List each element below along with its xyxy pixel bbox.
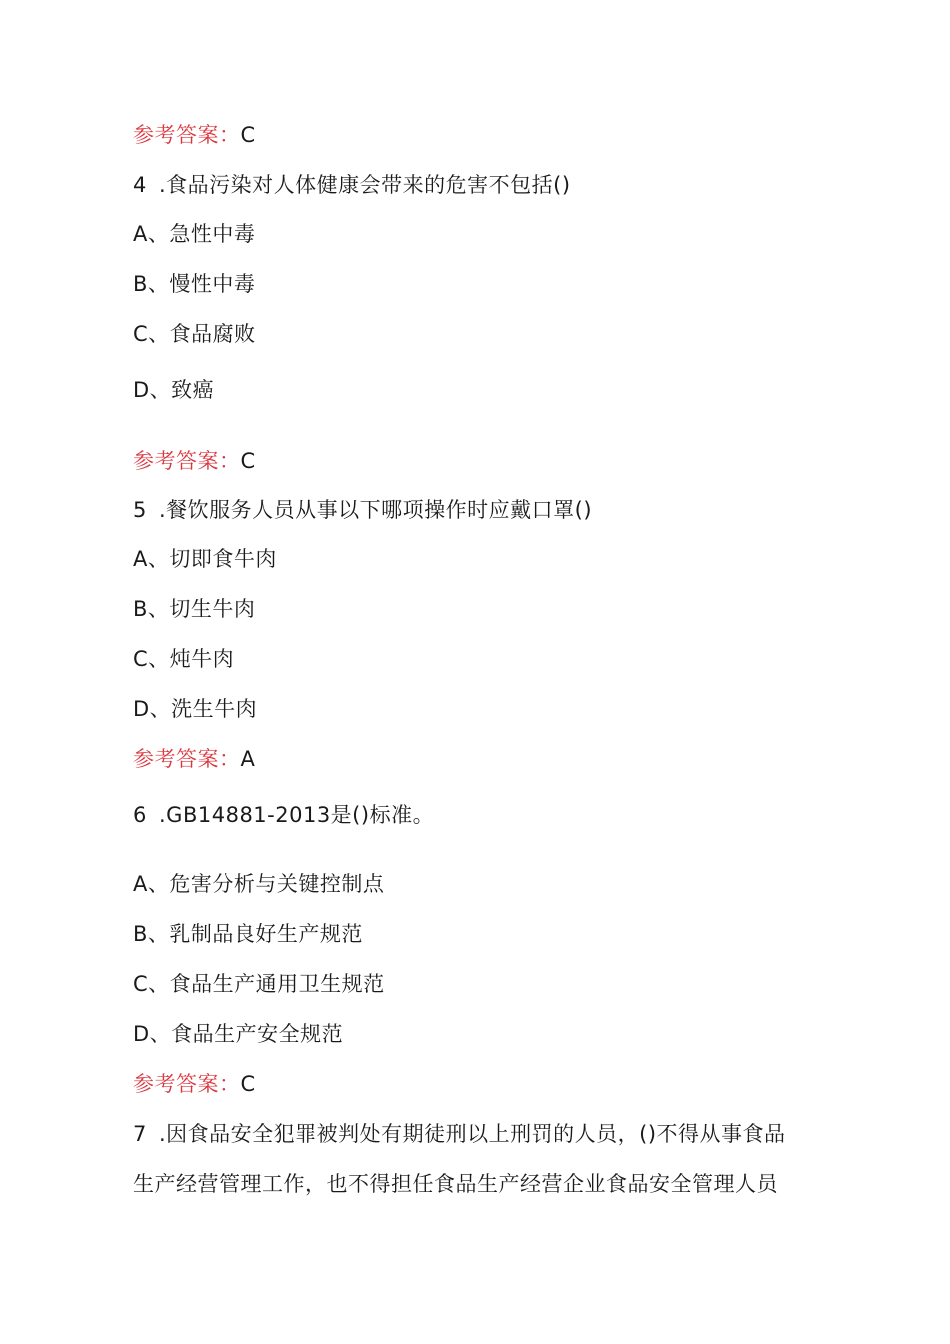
answer-line <box>133 1070 256 1098</box>
question-number: 7 <box>133 1122 147 1146</box>
option-d: D、食品生产安全规范 <box>133 1022 344 1046</box>
answer-line <box>133 121 256 149</box>
option-a: A、急性中毒 <box>133 222 256 246</box>
question-text: .GB14881-2013是()标准。 <box>159 803 435 827</box>
option-a: A、切即食牛肉 <box>133 547 277 571</box>
question-5 <box>133 496 592 524</box>
option-b: B、慢性中毒 <box>133 272 256 296</box>
question-number: 4 <box>133 173 147 197</box>
question-number: 5 <box>133 498 147 522</box>
question-continuation: 生产经营管理工作，也不得担任食品生产经营企业食品安全管理人员 <box>133 1172 778 1196</box>
answer-label: 参考答案： <box>133 1072 241 1096</box>
option-c: C、炖牛肉 <box>133 647 235 671</box>
question-4 <box>133 171 571 199</box>
answer-label: 参考答案： <box>133 747 241 771</box>
option-d: D、致癌 <box>133 378 215 402</box>
option-a: A、危害分析与关键控制点 <box>133 872 385 896</box>
question-text: .餐饮服务人员从事以下哪项操作时应戴口罩() <box>159 498 593 522</box>
option-b: B、乳制品良好生产规范 <box>133 922 363 946</box>
option-b: B、切生牛肉 <box>133 597 256 621</box>
option-d: D、洗生牛肉 <box>133 697 258 721</box>
answer-value: C <box>240 449 256 473</box>
question-text: .食品污染对人体健康会带来的危害不包括() <box>159 173 571 197</box>
option-c: C、食品腐败 <box>133 322 256 346</box>
option-c: C、食品生产通用卫生规范 <box>133 972 385 996</box>
answer-line <box>133 745 255 773</box>
question-text: .因食品安全犯罪被判处有期徒刑以上刑罚的人员，()不得从事食品 <box>159 1122 786 1146</box>
answer-value: A <box>240 747 256 771</box>
question-number: 6 <box>133 803 147 827</box>
answer-line <box>133 447 256 475</box>
answer-label: 参考答案： <box>133 449 241 473</box>
answer-value: C <box>240 1072 256 1096</box>
question-7 <box>133 1120 786 1148</box>
answer-value: C <box>240 123 256 147</box>
answer-label: 参考答案： <box>133 123 241 147</box>
question-6 <box>133 801 434 829</box>
